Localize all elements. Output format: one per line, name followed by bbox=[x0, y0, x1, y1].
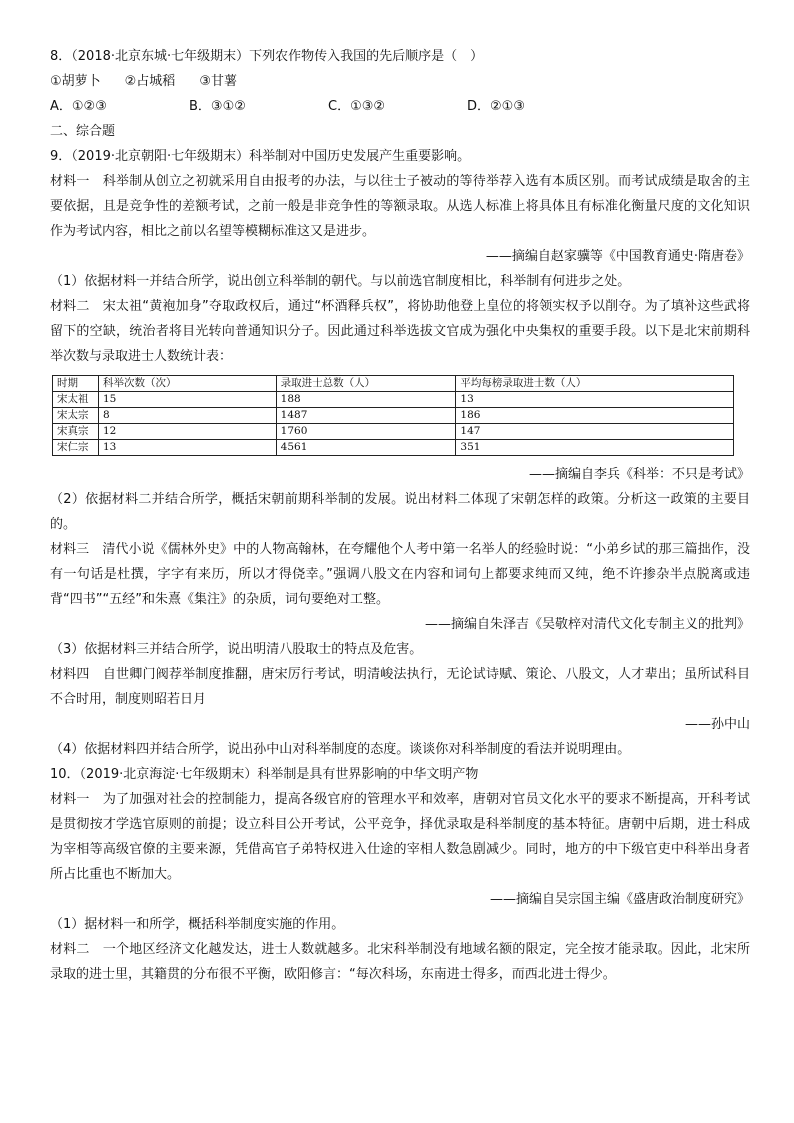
q10-material-1-source: ——摘编自吴宗国主编《盛唐政治制度研究》 bbox=[489, 892, 750, 907]
table-cell: 15 bbox=[98, 392, 276, 408]
table-cell: 351 bbox=[456, 440, 734, 456]
q8-option-a: A．①②③ bbox=[50, 99, 107, 114]
document-page bbox=[50, 44, 750, 987]
q8-option-d: D．②①③ bbox=[467, 99, 525, 114]
q9-subquestion-2: （2）依据材料二并结合所学，概括宋朝前期科举制的发展。说出材料二体现了宋朝怎样的政策。分析这一政策的主要目的。 bbox=[50, 492, 750, 532]
q10-material-2: 材料二 一个地区经济文化越发达，进士人数就越多。北宋科举制没有地域名额的限定，完全按才能录取。因此，北宋所录取的进士里，其籍贯的分布很不平衡，欧阳修言：“每次科场，东南进士得多，而西北进士得少。 bbox=[50, 942, 750, 982]
table-cell: 13 bbox=[456, 392, 734, 408]
q8-item: ①胡萝卜 bbox=[50, 74, 101, 89]
q10-subquestion-1: （1）据材料一和所学，概括科举制度实施的作用。 bbox=[50, 917, 345, 932]
q9-subquestion-1: （1）依据材料一并结合所学，说出创立科举制的朝代。与以前选官制度相比，科举制有何进步之处。 bbox=[50, 274, 631, 289]
table-cell: 8 bbox=[98, 408, 276, 424]
table-row bbox=[53, 424, 734, 440]
q9-material-4-source: ——孙中山 bbox=[684, 717, 750, 732]
jinshi-statistics-table bbox=[52, 375, 734, 456]
q9-material-2-source: ——摘编自李兵《科举：不只是考试》 bbox=[528, 467, 750, 482]
table-header-cell: 平均每榜录取进士数（人） bbox=[456, 376, 734, 392]
table-cell: 宋太宗 bbox=[53, 408, 99, 424]
question-8-items bbox=[50, 69, 750, 94]
question-8-stem: 8．（2018·北京东城·七年级期末）下列农作物传入我国的先后顺序是（ ） bbox=[50, 49, 484, 64]
q9-material-1-source: ——摘编自赵家骥等《中国教育通史·隋唐卷》 bbox=[485, 249, 750, 264]
table-cell: 宋太祖 bbox=[53, 392, 99, 408]
question-9-stem: 9．（2019·北京朝阳·七年级期末）科举制对中国历史发展产生重要影响。 bbox=[50, 149, 471, 164]
table-row bbox=[53, 408, 734, 424]
table-header-cell: 时期 bbox=[53, 376, 99, 392]
q9-subquestion-3: （3）依据材料三并结合所学，说出明清八股取士的特点及危害。 bbox=[50, 642, 423, 657]
table-cell: 宋仁宗 bbox=[53, 440, 99, 456]
q9-material-2: 材料二 宋太祖“黄袍加身”夺取政权后，通过“杯酒释兵权”，将协助他登上皇位的将领实权予以削夺。为了填补这些武将留下的空缺，统治者将目光转向普通知识分子。因此通过科举选拔文官成为强化中央集权的重要手段。以下是北宋前期科举次数与录取进士人数统计表： bbox=[50, 299, 750, 364]
table-cell: 宋真宗 bbox=[53, 424, 99, 440]
section-heading: 二、综合题 bbox=[50, 124, 116, 139]
table-cell: 188 bbox=[276, 392, 456, 408]
table-cell: 147 bbox=[456, 424, 734, 440]
q9-material-3: 材料三 清代小说《儒林外史》中的人物高翰林，在夸耀他个人考中第一名举人的经验时说：“小弟乡试的那三篇拙作，没有一句话是杜撰，字字有来历，所以才得侥幸。”强调八股文在内容和词句上都要求纯而又纯，绝不许掺杂半点脱离或违背“四书”“五经”和朱熹《集注》的杂质，词句要绝对工整。 bbox=[50, 542, 750, 607]
table-cell: 13 bbox=[98, 440, 276, 456]
q8-option-c: C．①③② bbox=[328, 99, 386, 114]
table-cell: 186 bbox=[456, 408, 734, 424]
table-cell: 12 bbox=[98, 424, 276, 440]
q8-item: ②占城稻 bbox=[124, 74, 176, 89]
table-cell: 1760 bbox=[276, 424, 456, 440]
table-header-cell: 科举次数（次） bbox=[98, 376, 276, 392]
q9-material-3-source: ——摘编自朱泽吉《吴敬梓对清代文化专制主义的批判》 bbox=[424, 617, 750, 632]
q8-item: ③甘薯 bbox=[199, 74, 237, 89]
table-row bbox=[53, 440, 734, 456]
q9-material-1: 材料一 科举制从创立之初就采用自由报考的办法，与以往士子被动的等待举荐入选有本质区别。而考试成绩是取舍的主要依据，且是竞争性的差额考试，之前一般是非竞争性的等额录取。从选人标准上将具体且有标准化衡量尺度的文化知识作为考试内容，相比之前以名望等模糊标准这又是进步。 bbox=[50, 174, 750, 239]
q8-option-b: B．③①② bbox=[189, 99, 246, 114]
q9-material-4: 材料四 自世卿门阀荐举制度推翻，唐宋厉行考试，明清峻法执行，无论试诗赋、策论、八股文，人才辈出；虽所试科目不合时用，制度则昭若日月 bbox=[50, 667, 750, 707]
q10-material-1: 材料一 为了加强对社会的控制能力，提高各级官府的管理水平和效率，唐朝对官员文化水平的要求不断提高，开科考试是贯彻按才学选官原则的前提；设立科目公开考试，公平竞争，择优录取是科举制度的基本特征。唐朝中后期，进士科成为宰相等高级官僚的主要来源，凭借高官子弟特权进入仕途的宰相人数急剧减少。同时，地方的中下级官吏中科举出身者所占比重也不断加大。 bbox=[50, 792, 750, 882]
table-cell: 4561 bbox=[276, 440, 456, 456]
q9-subquestion-4: （4）依据材料四并结合所学，说出孙中山对科举制度的态度。谈谈你对科举制度的看法并说明理由。 bbox=[50, 742, 631, 757]
table-cell: 1487 bbox=[276, 408, 456, 424]
question-8-options bbox=[50, 94, 750, 119]
question-10-stem: 10．（2019·北京海淀·七年级期末）科举制是具有世界影响的中华文明产物 bbox=[50, 767, 479, 782]
table-header-row bbox=[53, 376, 734, 392]
table-row bbox=[53, 392, 734, 408]
table-header-cell: 录取进士总数（人） bbox=[276, 376, 456, 392]
